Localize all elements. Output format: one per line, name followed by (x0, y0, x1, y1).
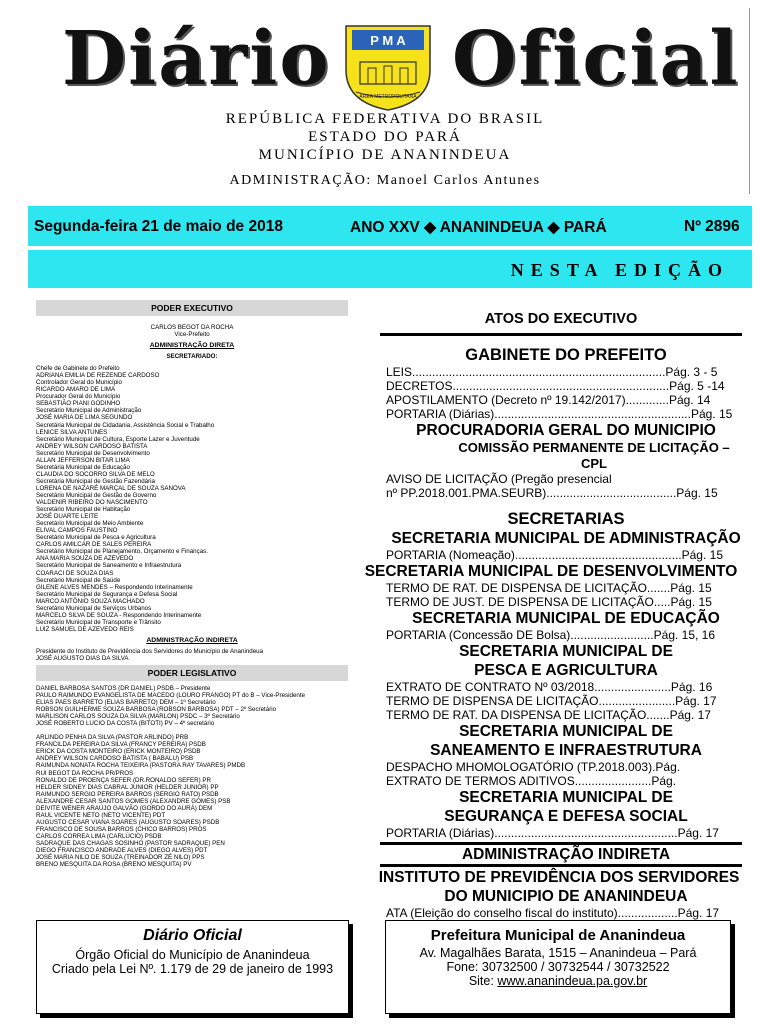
toc-entry: AVISO DE LICITAÇÃO (Pregão presencial (386, 472, 612, 486)
footer-left-box (36, 920, 349, 1014)
legislative-member-line: ARLINDO PENHA DA SILVA (PASTOR ARLINDO) PRB (36, 734, 189, 742)
secretariat-line: Secretário Municipal de Pesca e Agricultura (36, 534, 156, 542)
secretariat-line: GILENE ALVES MENDES – Respondendo Interinamente (36, 583, 193, 591)
legislative-member-line: FRANCISCO DE SOUSA BARROS (CHICO BARROS) PROS (36, 825, 207, 833)
footer-left-line2: Criado pela Lei Nº. 1.179 de 29 de janeiro de 1993 (51, 962, 334, 976)
pma-logo-letters: P M A (370, 33, 406, 48)
secretariat-line: Secretário Municipal de Meio Ambiente (36, 520, 144, 528)
toc-entry: nº PP.2018.001.PMA.SEURB).......................................Pág. 15 (386, 486, 718, 500)
masthead (0, 0, 770, 200)
atos-heading: ATOS DO EXECUTIVO (484, 311, 638, 327)
footer-left-title: Diário Oficial (143, 927, 242, 944)
sec-pesca-heading-1: SECRETARIA MUNICIPAL DE (459, 643, 673, 660)
footer-left-line1: Órgão Oficial do Município de Ananindeua (75, 948, 310, 962)
indirect-admin-title: ADMINISTRAÇÃO INDIRETA (146, 636, 238, 644)
footer-right-line2: Fone: 30732500 / 30732544 / 30732522 (446, 960, 670, 974)
secretariat-line: SEBASTIÃO PIANI GODINHO (36, 400, 121, 408)
legislative-board-list (36, 685, 348, 727)
atos-rule (380, 333, 742, 336)
secretariat-line: Secretário Municipal de Transporte e Trânsito (36, 618, 161, 626)
toc-entry: EXTRATO DE TERMOS ADITIVOS.......................Pág. (386, 774, 677, 788)
toc-entry: DESPACHO MHOMOLOGATÓRIO (TP.2018.003).Pág. (386, 760, 681, 774)
sec-seg-heading-2: SEGURANÇA E DEFESA SOCIAL (444, 808, 688, 825)
procuradoria-heading: PROCURADORIA GERAL DO MUNICIPIO (416, 422, 716, 439)
sec-san-heading-2: SANEAMENTO E INFRAESTRUTURA (430, 742, 702, 759)
indirect-admin-line: JOSÉ AUGUSTO DIAS DA SILVA (36, 654, 129, 662)
secretariat-line: LENICE SILVA ANTUNES (36, 428, 108, 436)
legislative-board-line: ROBSON GUILHERME SOUZA BARBOSA (ROBSON BARBOSA) PDT – 2º Secretário (36, 706, 277, 714)
legislative-board-line: DANIEL BARBOSA SANTOS (DR DANIEL) PSDB – Presidente (36, 685, 211, 693)
secretariat-line: Secretário Municipal de Saneamento e Infraestrutura (36, 562, 182, 570)
direct-admin-title: ADMINISTRAÇÃO DIRETA (149, 342, 235, 350)
secretariat-line: ELIVAL CAMPOS FAUSTINO (36, 527, 118, 535)
issue-year-place: ANO XXV ◆ ANANINDEUA ◆ PARÁ (350, 219, 607, 236)
toc-entry: TERMO DE DISPENSA DE LICITAÇÃO.......................Pág. 17 (386, 694, 717, 708)
toc-entry: EXTRATO DE CONTRATO Nº 03/2018.......................Pág. 16 (386, 680, 713, 694)
secretariat-line: VALDENIR RIBEIRO DO NASCIMENTO (36, 499, 148, 507)
legislative-member-line: DEIVITE WENER ARAÚJO GALVÃO (GORDO DO AURÁ) DEM (36, 804, 213, 812)
footer-right-box (385, 920, 731, 1014)
instituto-heading-2: DO MUNICIPIO DE ANANINDEUA (444, 888, 688, 905)
secretariat-line: ALLAN JEFFERSON BITAR LIMA (36, 456, 130, 464)
toc-entry: ATA (Eleição do conselho fiscal do instituto)..................Pág. 17 (386, 906, 720, 920)
secretariat-line: Secretária Municipal de Cidadania, Assistência Social e Trabalho (36, 421, 215, 429)
secretariat-line: Controlador Geral do Município (36, 379, 122, 387)
legislative-member-line: RUI BEGOT DA ROCHA PR/PROS (36, 769, 134, 777)
sec-seg-heading-1: SECRETARIA MUNICIPAL DE (459, 789, 673, 806)
sec-pesca-heading-2: PESCA E AGRICULTURA (474, 662, 658, 679)
footer-site-label: Site: (468, 974, 494, 988)
gabinete-items (352, 365, 752, 421)
secretariat-line: Secretário Municipal de Gestão de Governo (36, 491, 157, 499)
secretariat-line: Procurador Geral do Município (36, 393, 121, 401)
masthead-title-left: Diário (62, 16, 331, 102)
secretarias-heading: SECRETARIAS (507, 510, 625, 528)
secretariat-line: JOSÉ DUARTE LEITE (36, 513, 99, 521)
cpl-heading: COMISSÃO PERMANENTE DE LICITAÇÃO – CPL (458, 440, 730, 471)
municipality-line: MUNICÍPIO DE ANANINDEUA (258, 147, 512, 163)
left-column (36, 300, 348, 868)
secretariat-line: LUIZ SAMUEL DE AZEVEDO REIS (36, 625, 134, 633)
issue-number: Nº 2896 (684, 218, 740, 235)
legislative-member-line: RAUL VICENTE NETO (NETO VICENTE) PDT (36, 811, 166, 819)
pma-logo-ribbon: ÁREA METROPOLITANA (359, 94, 417, 100)
legislative-member-line: SADRAQUE DAS CHAGAS SOSINHO (PASTOR SADRAQUE) PEN (36, 840, 225, 847)
legislative-member-line: RAIMUNDO SERGIO PEREIRA BARROS (SERGIO RATO) PSDB (36, 790, 219, 798)
secretariat-line: Secretário Municipal de Cultura, Esporte Lazer e Juventude (36, 435, 200, 443)
toc-entry: APOSTILAMENTO (Decreto nº 19.142/2017).............Pág. 14 (386, 393, 711, 407)
vice-name: CARLOS BEGOT DA ROCHA (150, 324, 234, 331)
sec-des-heading: SECRETARIA MUNICIPAL DE DESENVOLVIMENTO (364, 563, 738, 580)
legislative-member-line: FRANCILDA PEREIRA DA SILVA (FRANCY PEREIRA) PSDB (36, 741, 206, 749)
secretariat-line: Secretária Municipal de Educação (36, 463, 130, 471)
legislative-member-line: RAIMUNDA NONATA ROCHA TEIXEIRA (PASTORA RAY TAVARES) PMDB (36, 762, 246, 770)
indirect-admin-line: Presidente do Instituto de Previdência dos Servidores do Município de Ananindeua (36, 647, 264, 655)
footer-site-link[interactable]: www.ananindeua.pa.gov.br (497, 974, 648, 988)
executive-header: PODER EXECUTIVO (36, 300, 348, 316)
secretariat-line: Secretário Municipal de Saúde (36, 576, 121, 584)
sec-san-heading-1: SECRETARIA MUNICIPAL DE (459, 723, 673, 740)
legislative-member-line: ERICK DA COSTA MONTEIRO (ERICK MONTEIRO) PSDB (36, 748, 201, 756)
instituto-heading-1: INSTITUTO DE PREVIDÊNCIA DOS SERVIDORES (378, 869, 740, 886)
secretariat-line: MARCO ANTÔNIO SOUZA MACHADO (36, 597, 145, 605)
state-line: ESTADO DO PARÁ (308, 129, 462, 145)
sec-san-items (352, 760, 752, 788)
indireta-heading: ADMINISTRAÇÃO INDIRETA (461, 846, 671, 863)
toc-entry: TERMO DE RAT. DA DISPENSA DE LICITAÇÃO.......Pág. 17 (386, 708, 711, 722)
secretariat-line: Secretário Municipal de Serviços Urbanos (36, 604, 152, 612)
secretariat-line: CARLOS AMILCAR DE SALES PEREIRA (36, 541, 152, 549)
legislative-board-line: MARLISON CARLOS SOUZA DA SILVA (MARLON) PSDC – 3º Secretário (36, 713, 240, 721)
legislative-member-line: CARLOS CORREA LIMA (CARLÚCIO) PSDB (36, 832, 162, 840)
legislative-header: PODER LEGISLATIVO (36, 665, 348, 681)
legislative-board-line: JOSÉ ROBERTO LUCIO DA COSTA (BITOTI) PV – 4º secretário (36, 720, 215, 728)
legislative-member-line: JOSÉ MARIA NILO DE SOUZA (TREINADOR ZÉ NILO) PPS (36, 854, 205, 862)
legislative-members-list (36, 734, 348, 868)
secretariat-line: MARCELO SILVA DE SOUZA - Respondendo Interinamente (36, 611, 202, 619)
sec-seg-items (352, 826, 752, 840)
secretariat-line: Secretária Municipal de Gestão Fazendária (36, 477, 156, 485)
toc-entry: TERMO DE JUST. DE DISPENSA DE LICITAÇÃO.....Pág. 15 (386, 595, 712, 609)
sec-edu-items (352, 628, 752, 642)
indirect-admin-list (36, 648, 348, 662)
administration-line: ADMINISTRAÇÃO: Manoel Carlos Antunes (229, 173, 541, 188)
secretariat-line: Secretário Municipal de Desenvolvimento (36, 449, 150, 457)
secretariat-line: JOSÉ MARIA DE LIMA SEGUNDO (36, 414, 133, 422)
instituto-items (352, 906, 752, 920)
secretariat-title: SECRETARIADO: (166, 353, 218, 361)
secretariat-line: ANDREY WILSON CARDOSO BATISTA (36, 442, 148, 450)
secretariat-line: COARACI DE SOUZA DIAS (36, 569, 114, 577)
sec-adm-items (352, 548, 752, 562)
secretariat-list (36, 365, 348, 633)
pma-logo (338, 22, 438, 112)
sec-edu-heading: SECRETARIA MUNICIPAL DE EDUCAÇÃO (412, 610, 720, 627)
republic-line: REPÚBLICA FEDERATIVA DO BRASIL (225, 111, 545, 127)
secretariat-line: RICARDO AMARO DE LIMA (36, 386, 116, 394)
gabinete-heading: GABINETE DO PREFEITO (465, 346, 667, 364)
footer-right-line1: Av. Magalhães Barata, 1515 – Ananindeua – Pará (419, 946, 697, 960)
edition-heading (28, 260, 752, 281)
secretariat-line: Secretário Municipal de Administração (36, 407, 142, 415)
sec-pesca-items (352, 680, 752, 722)
legislative-member-line: BRENO MESQUITA DA ROSA (BRENO MESQUITA) PV (36, 861, 192, 869)
sec-des-items (352, 581, 752, 609)
legislative-member-line: DIEGO FRANCISCO ANDRADE ALVES (DIEGO ALVES) PDT (36, 847, 208, 855)
legislative-member-line: AUGUSTO CESAR VIANA SOARES (AUGUSTO SOARES) PSDB (36, 818, 220, 826)
table-of-contents (352, 310, 752, 920)
toc-entry: DECRETOS.................................................................Pág. 5 -14 (386, 379, 725, 393)
footer-right-title: Prefeitura Municipal de Ananindeua (430, 927, 686, 944)
legislative-board-line: PAULO RAIMUNDO EVANGELISTA DE MACEDO (LOURO FRANGO) PT do B – Vice-Presidente (36, 692, 305, 700)
toc-entry: PORTARIA (Nomeação)..................................................Pág. 15 (386, 548, 723, 562)
sec-adm-heading: SECRETARIA MUNICIPAL DE ADMINISTRAÇÃO (391, 530, 741, 547)
secretariat-line: ANA MARIA SOUZA DE AZEVEDO (36, 555, 134, 563)
secretariat-line: ADRIANA EMILIA DE REZENDE CARDOSO (36, 372, 160, 380)
legislative-member-line: HELDER SIDNEY DIAS CABRAL JUNIOR (HELDER JUNIOR) PP (36, 783, 219, 791)
toc-entry: LEIS............................................................................Pág. 3 - 5 (386, 365, 718, 379)
legislative-member-line: ALEXANDRE CESAR SANTOS GOMES (ALEXANDRE GOMES) PSB (36, 797, 231, 805)
legislative-member-line: ANDREY WILSON CARDOSO BATISTA ( BABALU) PSB (36, 755, 194, 763)
secretariat-line: Secretário Municipal de Habitação (36, 506, 131, 514)
pma-logo-icon (338, 22, 438, 112)
secretariat-line: Chefe de Gabinete do Prefeito (36, 365, 120, 373)
masthead-divider (749, 8, 750, 194)
indireta-rule-bottom (380, 864, 742, 867)
toc-entry: PORTARIA (Diárias)...........................................................Pág. 15 (386, 407, 733, 421)
vice-role: Vice-Prefeito (174, 331, 210, 339)
secretariat-line: Secretário Municipal de Segurança e Defesa Social (36, 590, 178, 598)
edition-heading-text: NESTA EDIÇÃO (510, 260, 729, 280)
toc-entry: PORTARIA (Concessão DE Bolsa).........................Pág. 15, 16 (386, 628, 716, 642)
footer-right-site-row (386, 974, 730, 988)
masthead-title-right: Oficial (452, 16, 740, 102)
legislative-board-line: ELIAS PAES BARRETO (ELIAS BARRETO) DEM – 1º Secretário (36, 699, 216, 707)
secretariat-line: LORENA DE NAZARÉ MARÇAL DE SOUZA SANOVA (36, 484, 186, 492)
legislative-member-line: RONALDO DE PROENÇA SEFER (DR.RONALDO SEFER) PR (36, 776, 211, 784)
toc-entry: PORTARIA (Diárias).......................................................Pág. 17 (386, 826, 719, 840)
secretariat-line: CLAUDIA DO SOCORRO SILVA DE MELO (36, 470, 155, 478)
secretariat-line: Secretário Municipal de Planejamento, Orçamento e Finanças. (36, 548, 208, 556)
cpl-items (352, 472, 752, 500)
toc-entry: TERMO DE RAT. DE DISPENSA DE LICITAÇÃO.......Pág. 15 (386, 581, 712, 595)
issue-date: Segunda-feira 21 de maio de 2018 (34, 218, 283, 235)
